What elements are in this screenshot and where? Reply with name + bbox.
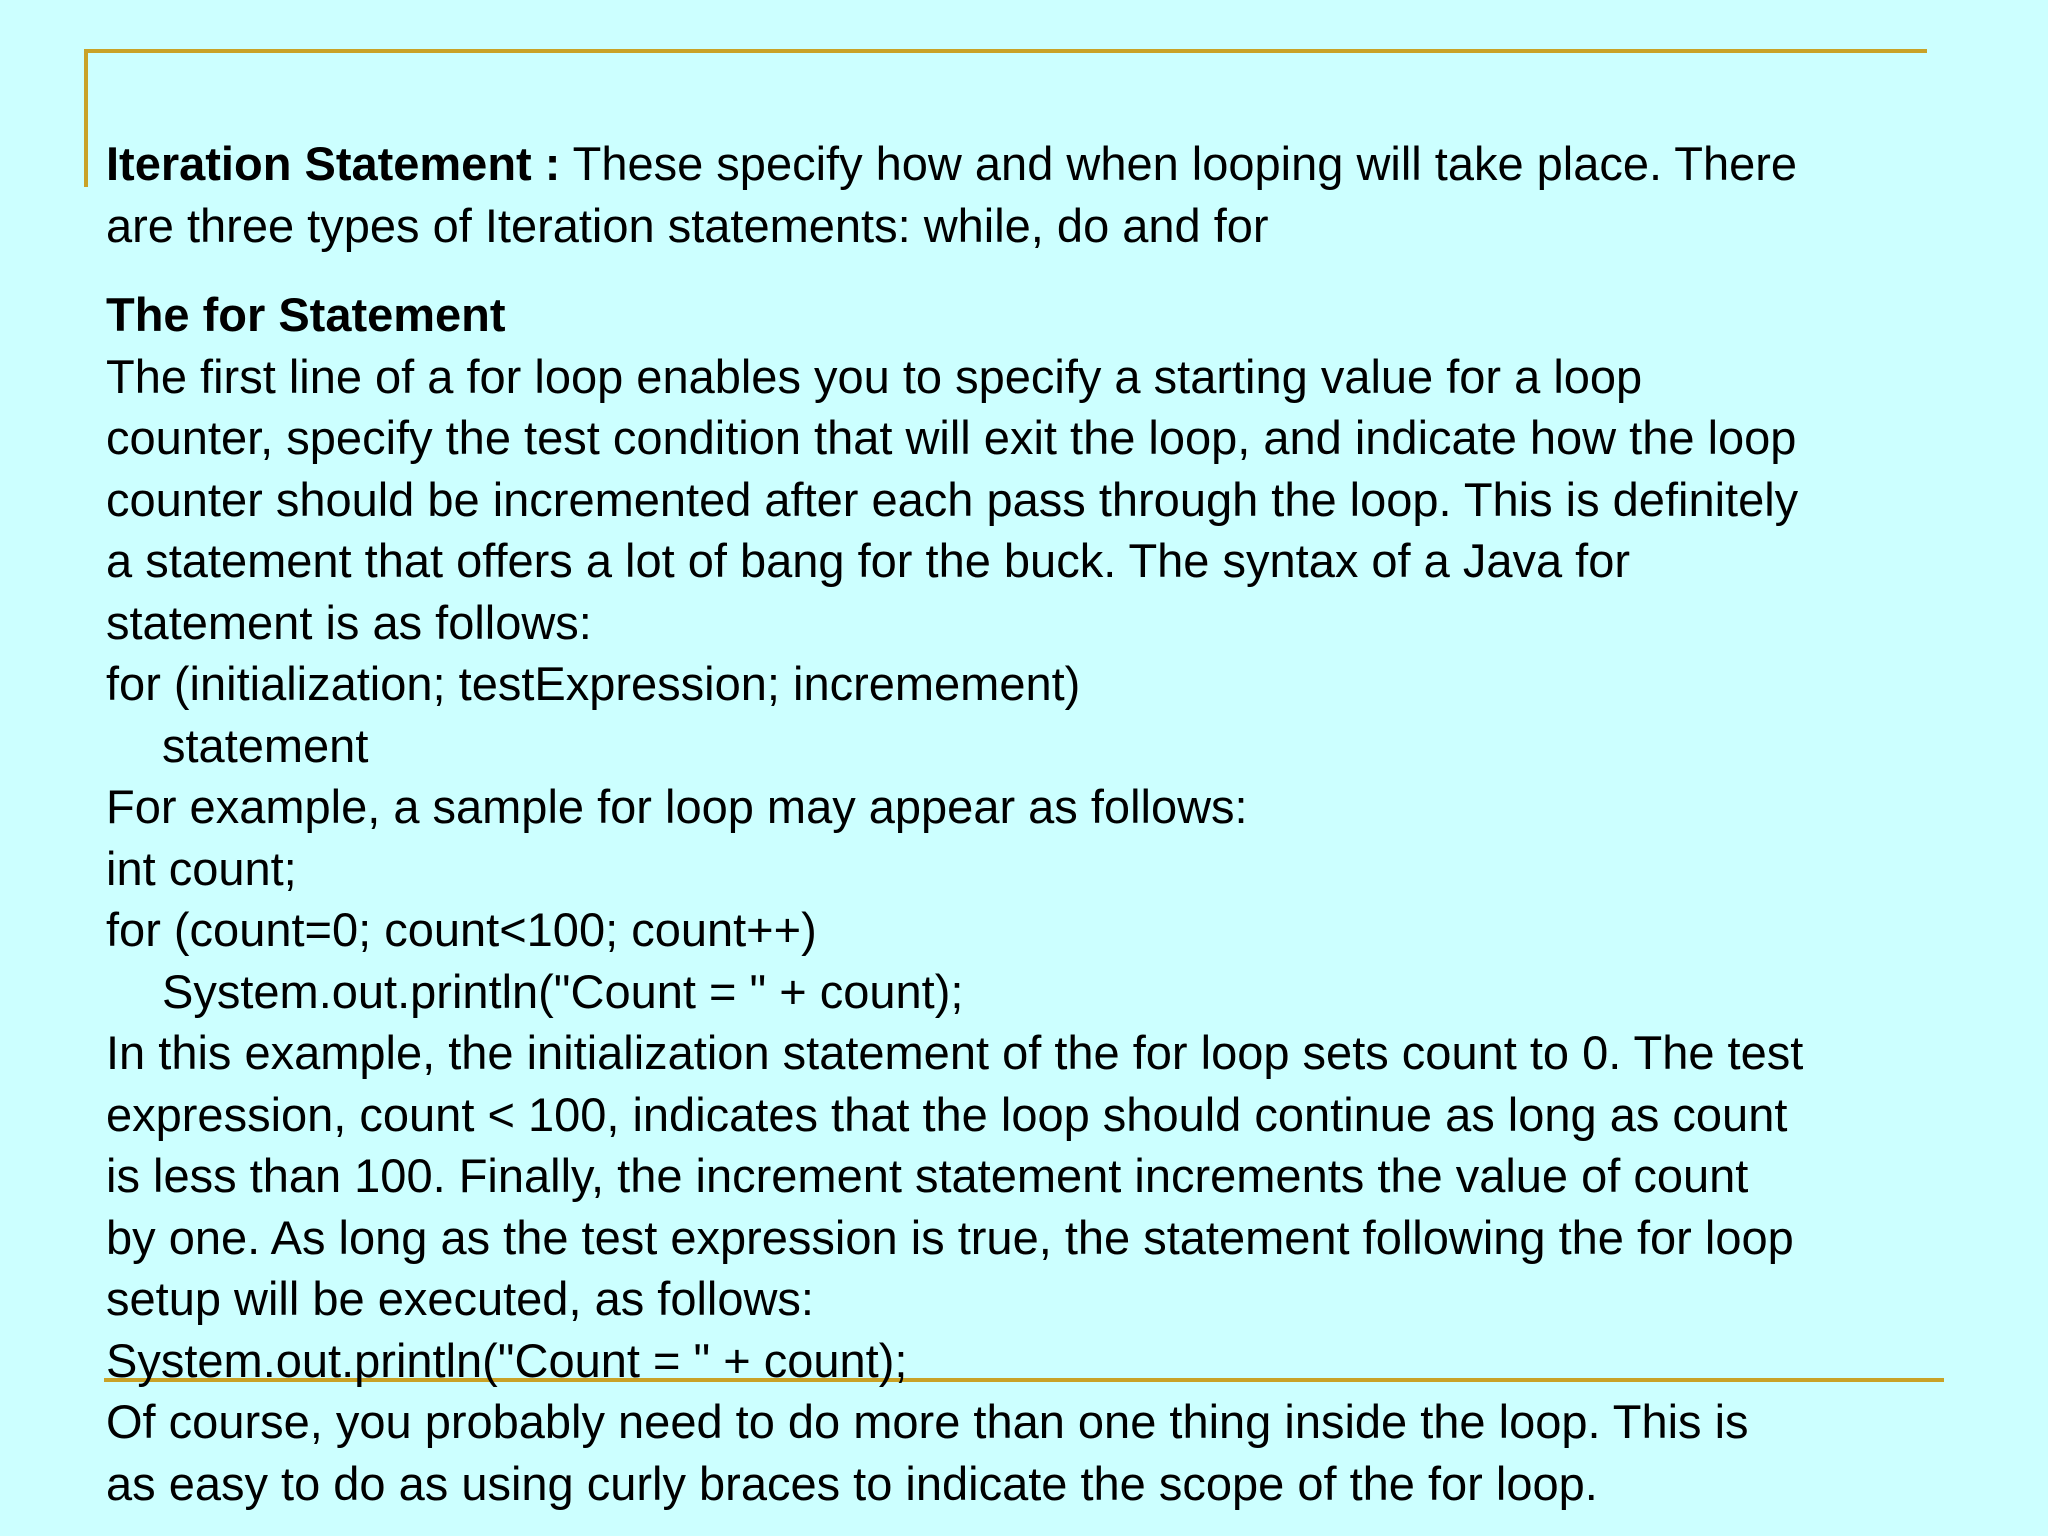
- syntax-line-1: for (initialization; testExpression; incremement): [106, 657, 1081, 710]
- executed-statement: System.out.println("Count = " + count);: [106, 1333, 908, 1387]
- paragraph2-line: is less than 100. Finally, the increment statement increments the value of count: [106, 1149, 1749, 1202]
- paragraph-gap: [106, 256, 2006, 284]
- paragraph1-line: counter, specify the test condition that will exit the loop, and indicate how the loop: [106, 411, 1797, 464]
- syntax-line-2: statement: [162, 718, 369, 772]
- example-code-line-3: System.out.println("Count = " + count);: [162, 964, 964, 1018]
- paragraph2-line: In this example, the initialization statement of the for loop sets count to 0. The test: [106, 1026, 1804, 1079]
- intro-line-2: are three types of Iteration statements: while, do and for: [106, 198, 1269, 252]
- example-code-line-2: for (count=0; count<100; count++): [106, 903, 817, 956]
- intro-line-1: [106, 133, 2006, 195]
- intro-text: These specify how and when looping will take place. There: [560, 137, 1798, 190]
- paragraph2-line: by one. As long as the test expression is true, the statement following the for loop: [106, 1210, 1794, 1264]
- paragraph2-line: expression, count < 100, indicates that the loop should continue as long as count: [106, 1087, 1788, 1141]
- paragraph3-line: Of course, you probably need to do more than one thing inside the loop. This is: [106, 1395, 1749, 1448]
- paragraph1-line: The first line of a for loop enables you to specify a starting value for a loop: [106, 349, 1643, 403]
- paragraph1-line: counter should be incremented after each pass through the loop. This is definitely: [106, 472, 1799, 526]
- paragraph3-line: as easy to do as using curly braces to indicate the scope of the for loop.: [106, 1456, 1598, 1510]
- example-code-line-1: int count;: [106, 841, 297, 895]
- slide-content: [106, 133, 2006, 1514]
- section-title: The for Statement: [106, 288, 506, 341]
- paragraph1-line: a statement that offers a lot of bang for the buck. The syntax of a Java for: [106, 534, 1631, 587]
- paragraph1-line: statement is as follows:: [106, 595, 592, 649]
- slide-frame-left-rule: [84, 49, 88, 187]
- example-intro: For example, a sample for loop may appear as follows:: [106, 780, 1248, 833]
- intro-heading: Iteration Statement :: [106, 137, 561, 190]
- paragraph2-line: setup will be executed, as follows:: [106, 1272, 814, 1325]
- slide-frame-top-rule: [84, 49, 1927, 53]
